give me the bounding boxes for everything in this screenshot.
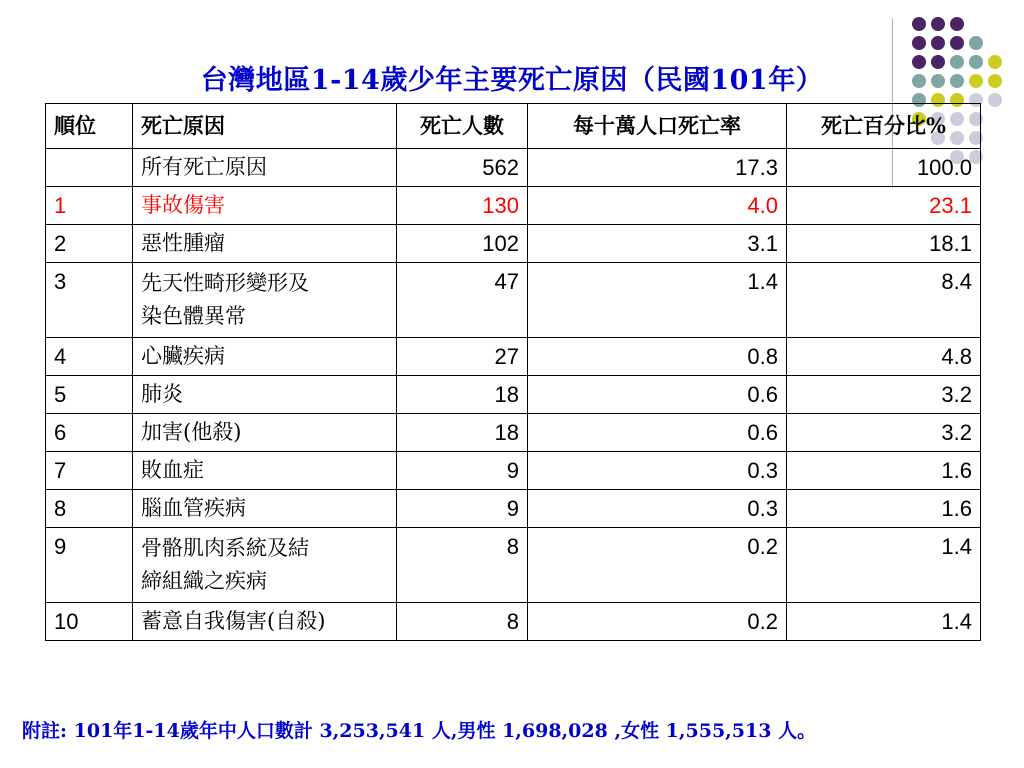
rate-cell: 0.6: [528, 414, 787, 452]
table-row: [46, 452, 981, 490]
deaths-cell: 130: [397, 187, 528, 225]
cause-line: 染色體異常: [141, 304, 246, 328]
cause-cell: 加害(他殺): [133, 414, 397, 452]
table-row: [46, 414, 981, 452]
table-row: [46, 149, 981, 187]
decorative-dot: [969, 36, 983, 50]
cause-cell: 事故傷害: [133, 187, 397, 225]
rate-cell: 1.4: [528, 263, 787, 338]
percent-cell: 100.0: [787, 149, 981, 187]
percent-cell: 8.4: [787, 263, 981, 338]
cause-cell: 腦血管疾病: [133, 490, 397, 528]
table-row: [46, 187, 981, 225]
decorative-dot: [931, 36, 945, 50]
cause-cell: 敗血症: [133, 452, 397, 490]
rate-cell: 17.3: [528, 149, 787, 187]
header-deaths: 死亡人數: [397, 104, 528, 149]
cause-cell: 所有死亡原因: [133, 149, 397, 187]
percent-cell: 1.4: [787, 603, 981, 641]
table-row: [46, 528, 981, 603]
deaths-cell: 18: [397, 414, 528, 452]
rank-cell: 6: [46, 414, 133, 452]
rank-cell: [46, 149, 133, 187]
rank-cell: 3: [46, 263, 133, 338]
deaths-cell: 27: [397, 338, 528, 376]
footnote: 附註: 101年1-14歲年中人口數計 3,253,541 人,男性 1,698,028 ,女性 1,555,513 人。: [22, 720, 817, 742]
header-cause: 死亡原因: [133, 104, 397, 149]
mortality-table: [45, 103, 981, 641]
rate-cell: 4.0: [528, 187, 787, 225]
rate-cell: 0.8: [528, 338, 787, 376]
header-rate: 每十萬人口死亡率: [528, 104, 787, 149]
table-row: [46, 263, 981, 338]
percent-cell: 23.1: [787, 187, 981, 225]
percent-cell: 3.2: [787, 414, 981, 452]
cause-line: 先天性畸形變形及: [141, 271, 309, 295]
deaths-cell: 562: [397, 149, 528, 187]
cause-cell: 肺炎: [133, 376, 397, 414]
decorative-dot: [931, 17, 945, 31]
percent-cell: 1.4: [787, 528, 981, 603]
decorative-dot: [912, 36, 926, 50]
page-title: 台灣地區1-14歲少年主要死亡原因（民國101年）: [200, 65, 824, 96]
header-rank: 順位: [46, 104, 133, 149]
table-row: [46, 225, 981, 263]
rank-cell: 5: [46, 376, 133, 414]
percent-cell: 1.6: [787, 490, 981, 528]
decorative-dot: [912, 17, 926, 31]
deaths-cell: 47: [397, 263, 528, 338]
cause-cell: 惡性腫瘤: [133, 225, 397, 263]
table-row: [46, 376, 981, 414]
cause-cell: [133, 528, 397, 603]
percent-cell: 18.1: [787, 225, 981, 263]
rank-cell: 8: [46, 490, 133, 528]
deaths-cell: 9: [397, 452, 528, 490]
percent-cell: 1.6: [787, 452, 981, 490]
cause-cell: [133, 263, 397, 338]
rate-cell: 0.2: [528, 603, 787, 641]
rank-cell: 1: [46, 187, 133, 225]
table-header-row: [46, 104, 981, 149]
cause-line: 骨骼肌肉系統及結: [141, 536, 309, 560]
decorative-dot: [950, 36, 964, 50]
rank-cell: 10: [46, 603, 133, 641]
percent-cell: 3.2: [787, 376, 981, 414]
header-percent: 死亡百分比%: [787, 104, 981, 149]
cause-line: 締組織之疾病: [141, 569, 267, 593]
rank-cell: 4: [46, 338, 133, 376]
deaths-cell: 9: [397, 490, 528, 528]
percent-cell: 4.8: [787, 338, 981, 376]
deaths-cell: 8: [397, 603, 528, 641]
cause-cell: 蓄意自我傷害(自殺): [133, 603, 397, 641]
table-row: [46, 490, 981, 528]
rate-cell: 0.6: [528, 376, 787, 414]
rate-cell: 0.3: [528, 490, 787, 528]
cause-cell: 心臟疾病: [133, 338, 397, 376]
rank-cell: 2: [46, 225, 133, 263]
rank-cell: 7: [46, 452, 133, 490]
table-row: [46, 603, 981, 641]
rank-cell: 9: [46, 528, 133, 603]
decorative-dot: [950, 17, 964, 31]
rate-cell: 3.1: [528, 225, 787, 263]
table-row: [46, 338, 981, 376]
deaths-cell: 102: [397, 225, 528, 263]
deaths-cell: 8: [397, 528, 528, 603]
deaths-cell: 18: [397, 376, 528, 414]
rate-cell: 0.2: [528, 528, 787, 603]
rate-cell: 0.3: [528, 452, 787, 490]
